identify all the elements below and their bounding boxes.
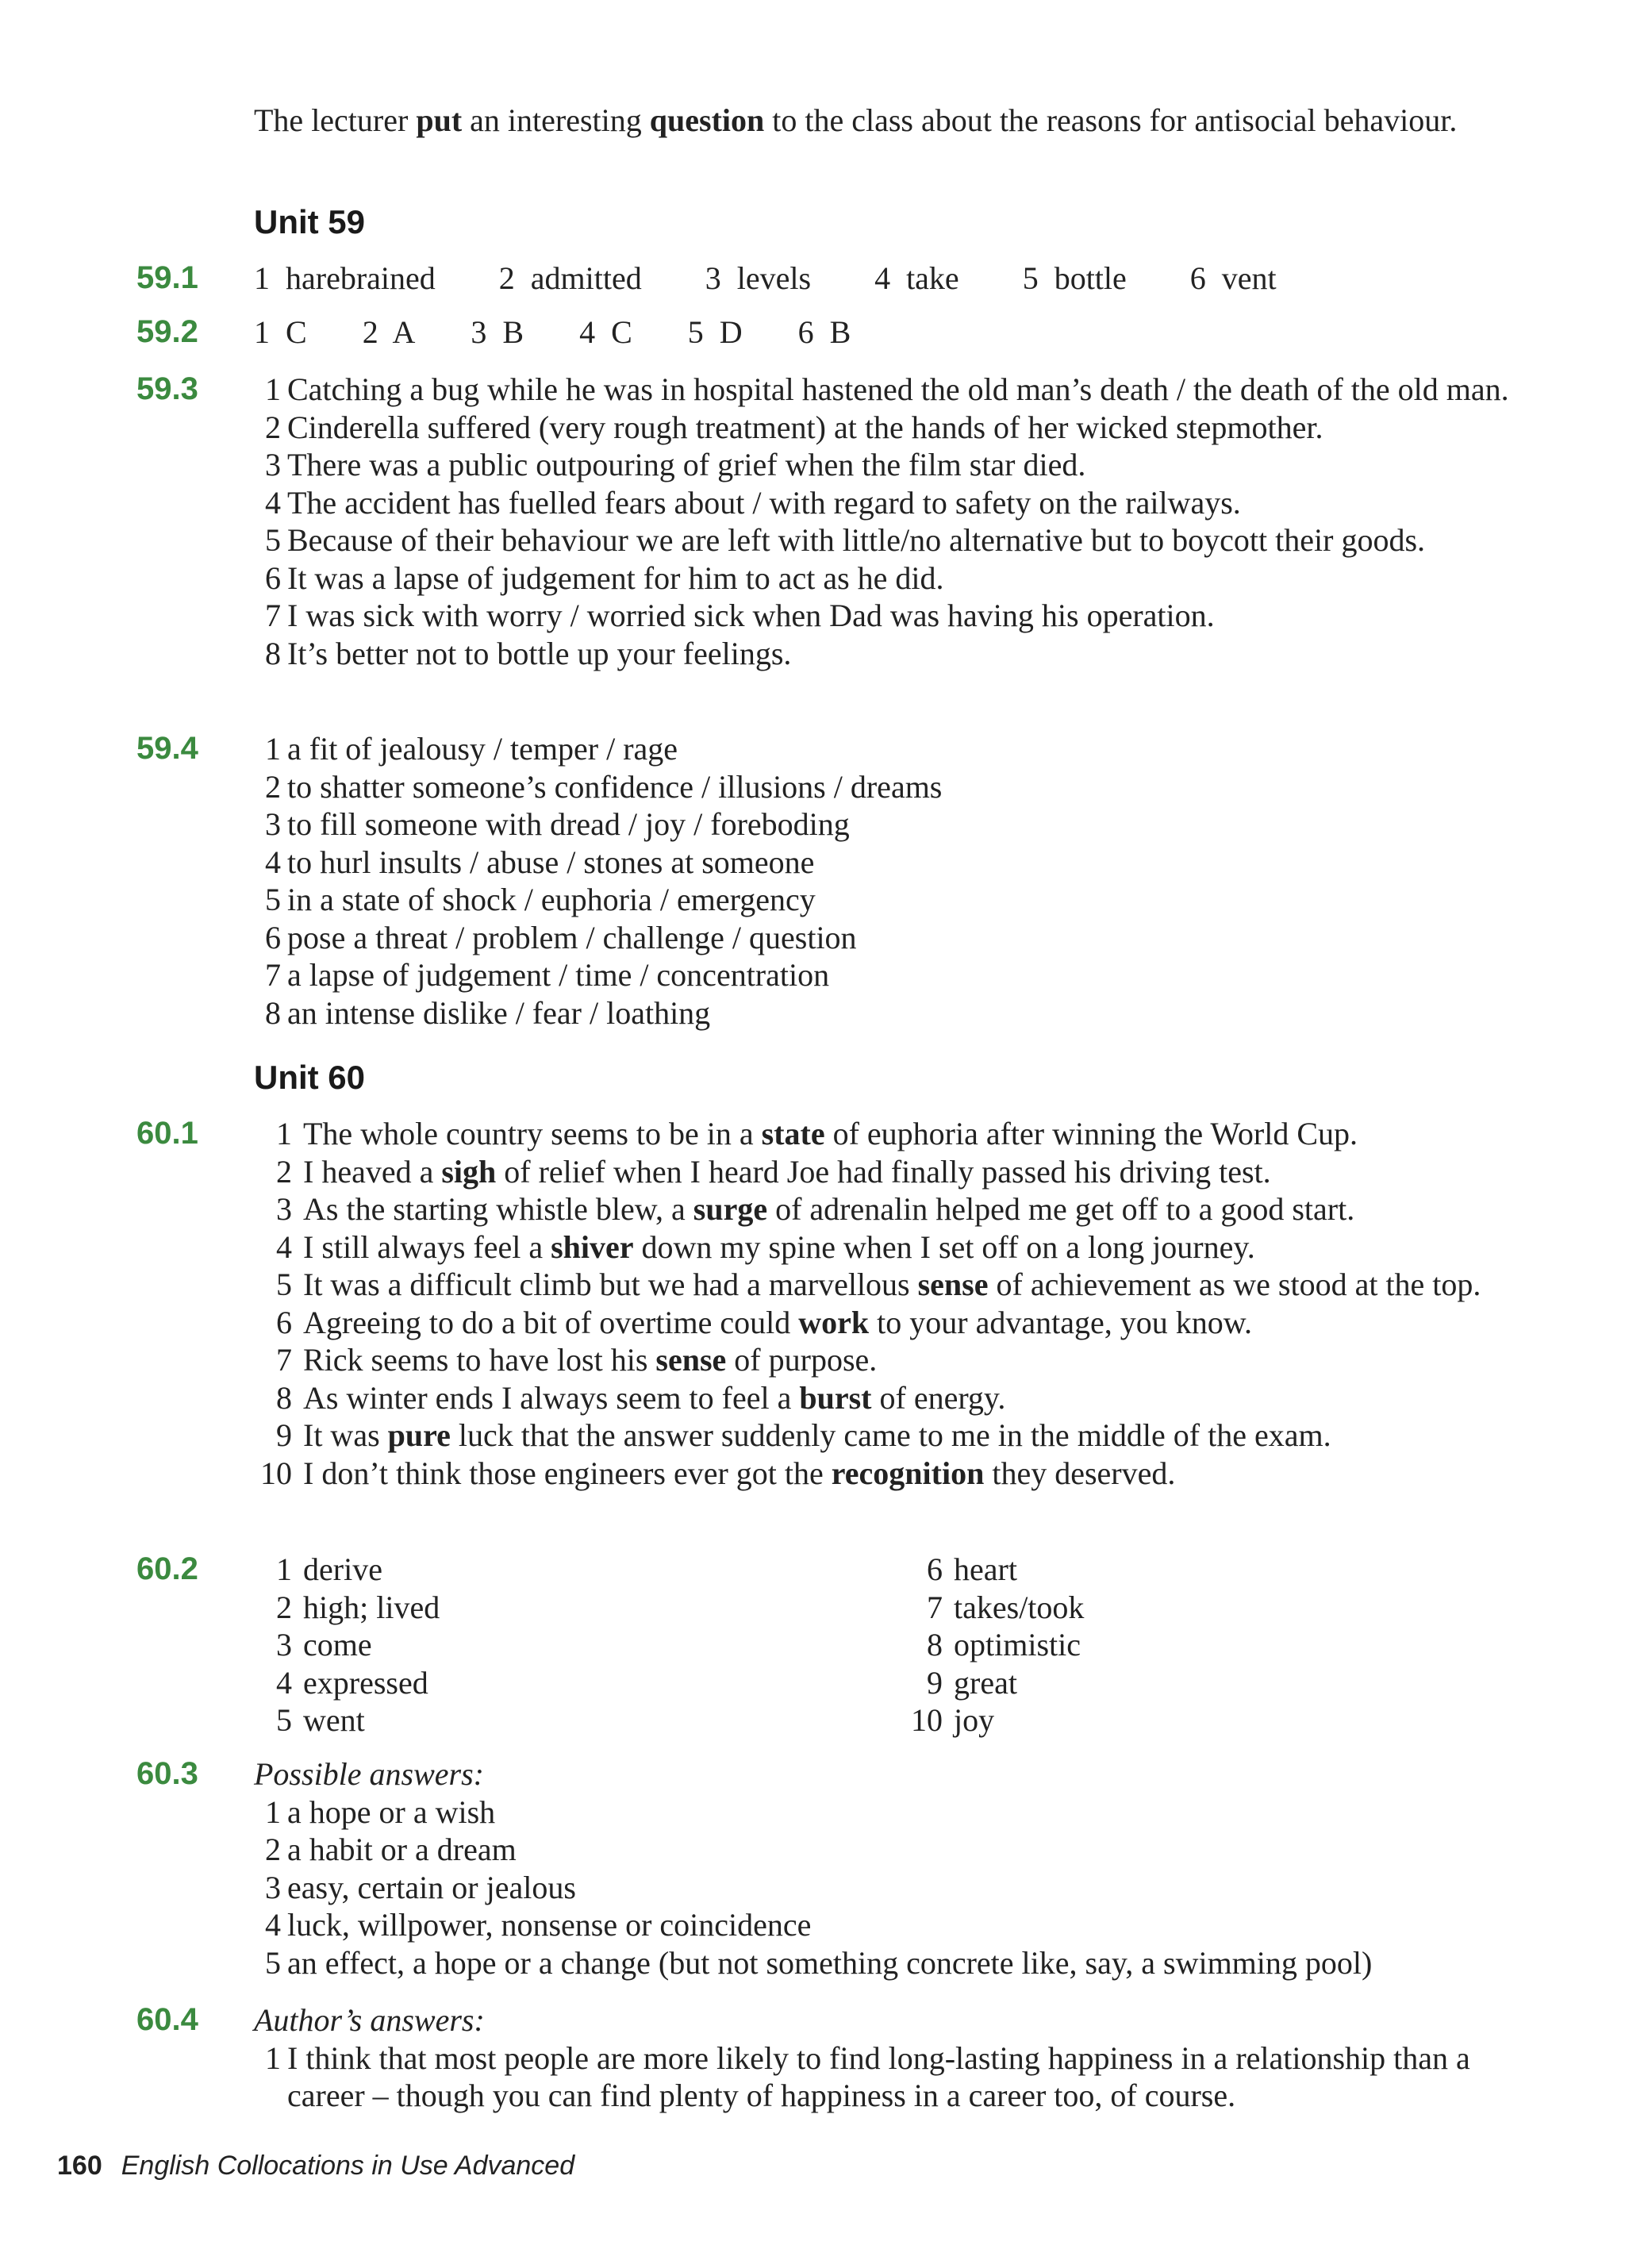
item-number: 5 bbox=[276, 1267, 292, 1302]
item-text: a lapse of judgement / time / concentration bbox=[287, 957, 830, 993]
answer-column-right bbox=[905, 1551, 1555, 1739]
text-before: I still always feel a bbox=[303, 1228, 551, 1265]
list-item bbox=[254, 2039, 1555, 2115]
text-after: of euphoria after winning the World Cup. bbox=[824, 1116, 1358, 1151]
list-item bbox=[254, 1701, 905, 1739]
item-number: 3 bbox=[276, 1191, 292, 1227]
list-item bbox=[905, 1551, 1555, 1589]
list-item bbox=[254, 371, 1555, 409]
list-item bbox=[254, 1115, 1555, 1153]
answer-item: 3 B bbox=[471, 314, 524, 350]
page-number: 160 bbox=[57, 2151, 102, 2181]
list-item bbox=[254, 1341, 1555, 1379]
intro-text-3: to the class about the reasons for antisocial behaviour. bbox=[764, 102, 1458, 138]
answer-columns bbox=[254, 1551, 1555, 1739]
item-number: 3 bbox=[265, 1869, 281, 1905]
item-text: an intense dislike / fear / loathing bbox=[287, 994, 711, 1031]
item-number: 1 bbox=[265, 731, 281, 767]
keyword: pure bbox=[387, 1417, 451, 1453]
text-before: The whole country seems to be in a bbox=[303, 1116, 762, 1151]
item-number: 8 bbox=[927, 1627, 943, 1663]
keyword: shiver bbox=[551, 1228, 634, 1265]
item-number: 10 bbox=[260, 1455, 292, 1491]
answer-item: 5 D bbox=[687, 314, 743, 350]
list-item bbox=[254, 635, 1555, 673]
text-after: they deserved. bbox=[984, 1455, 1176, 1491]
answer-item: 4 take bbox=[874, 260, 959, 296]
item-number: 2 bbox=[265, 768, 281, 805]
list-item bbox=[254, 1228, 1555, 1267]
list-item bbox=[905, 1664, 1555, 1702]
text-before: As winter ends I always seem to feel a bbox=[303, 1379, 800, 1416]
item-number: 9 bbox=[927, 1664, 943, 1701]
answer-list bbox=[254, 2039, 1555, 2115]
text-before: I heaved a bbox=[303, 1153, 442, 1190]
list-item bbox=[254, 1793, 1555, 1832]
text-after: of adrenalin helped me get off to a good start. bbox=[767, 1191, 1355, 1227]
item-text: easy, certain or jealous bbox=[287, 1869, 576, 1905]
item-text: optimistic bbox=[954, 1627, 1081, 1663]
item-text: I was sick with worry / worried sick when Dad was having his operation. bbox=[287, 598, 1215, 633]
item-number: 1 bbox=[265, 2039, 281, 2076]
exercise-number: 60.2 bbox=[136, 1551, 198, 1586]
item-text bbox=[303, 1191, 1354, 1227]
list-item bbox=[254, 1379, 1555, 1417]
item-number: 6 bbox=[265, 919, 281, 955]
list-item bbox=[254, 1304, 1555, 1342]
list-item bbox=[254, 994, 1555, 1032]
answer-item: 5 bottle bbox=[1022, 260, 1127, 296]
answer-item: 4 C bbox=[579, 314, 632, 350]
text-before: It was a difficult climb but we had a marvellous bbox=[303, 1267, 918, 1302]
text-after: down my spine when I set off on a long journey. bbox=[633, 1228, 1255, 1265]
list-item bbox=[254, 1626, 905, 1664]
answer-block bbox=[254, 2001, 1555, 2115]
item-text: great bbox=[954, 1664, 1017, 1701]
item-number: 4 bbox=[265, 484, 281, 521]
list-item bbox=[254, 1831, 1555, 1869]
item-text: expressed bbox=[303, 1664, 428, 1701]
item-number: 2 bbox=[265, 1832, 281, 1867]
exercise-number: 59.2 bbox=[136, 314, 198, 349]
answer-column-left bbox=[254, 1551, 905, 1739]
list-item bbox=[905, 1626, 1555, 1664]
item-number: 10 bbox=[911, 1702, 943, 1738]
answer-list bbox=[254, 730, 1555, 1032]
item-text bbox=[303, 1455, 1175, 1491]
item-number: 7 bbox=[276, 1342, 292, 1378]
intro-sentence bbox=[254, 102, 1508, 139]
list-item bbox=[254, 559, 1555, 598]
item-text: to fill someone with dread / joy / foreboding bbox=[287, 806, 850, 842]
unit-60-heading: Unit 60 bbox=[254, 1059, 366, 1096]
keyword: sense bbox=[655, 1342, 727, 1378]
text-before: I don’t think those engineers ever got the bbox=[303, 1455, 832, 1491]
list-item bbox=[254, 919, 1555, 957]
list-item bbox=[905, 1701, 1555, 1739]
keyword: burst bbox=[799, 1379, 872, 1416]
list-item bbox=[254, 956, 1555, 994]
text-before: Rick seems to have lost his bbox=[303, 1342, 656, 1378]
list-item bbox=[254, 484, 1555, 522]
list-item bbox=[254, 1153, 1555, 1191]
item-text: to shatter someone’s confidence / illusions / dreams bbox=[287, 768, 943, 805]
answer-row bbox=[254, 259, 1555, 298]
item-number: 3 bbox=[265, 806, 281, 842]
answer-list bbox=[254, 1793, 1555, 1982]
list-item bbox=[254, 1266, 1555, 1304]
item-number: 2 bbox=[276, 1589, 292, 1625]
list-item bbox=[254, 768, 1555, 806]
item-text: to hurl insults / abuse / stones at someone bbox=[287, 844, 815, 880]
page-footer bbox=[57, 2151, 574, 2182]
item-text bbox=[303, 1229, 1255, 1265]
item-text: went bbox=[303, 1702, 365, 1738]
list-item bbox=[254, 881, 1555, 919]
item-text: Because of their behaviour we are left with little/no alternative but to boycott their goods. bbox=[287, 522, 1426, 558]
item-number: 8 bbox=[265, 994, 281, 1031]
answer-item: 2 admitted bbox=[498, 260, 642, 296]
item-number: 4 bbox=[265, 844, 281, 880]
item-text: takes/took bbox=[954, 1589, 1085, 1625]
text-after: to your advantage, you know. bbox=[869, 1304, 1253, 1340]
answer-list bbox=[254, 371, 1555, 672]
exercise-number: 59.1 bbox=[136, 260, 198, 295]
list-item bbox=[254, 446, 1555, 484]
item-text: pose a threat / problem / challenge / question bbox=[287, 919, 857, 955]
item-text: joy bbox=[954, 1702, 995, 1738]
intro-text-1: The lecturer bbox=[254, 102, 417, 138]
item-text: Cinderella suffered (very rough treatment) at the hands of her wicked stepmother. bbox=[287, 409, 1323, 445]
item-number: 4 bbox=[265, 1907, 281, 1943]
list-item bbox=[254, 1664, 905, 1702]
item-number: 2 bbox=[276, 1153, 292, 1190]
exercise-number: 60.4 bbox=[136, 2002, 198, 2037]
item-text: a hope or a wish bbox=[287, 1793, 496, 1830]
item-number: 1 bbox=[265, 1793, 281, 1830]
item-number: 5 bbox=[265, 522, 281, 558]
book-title: English Collocations in Use Advanced bbox=[121, 2151, 575, 2181]
text-after: of purpose. bbox=[726, 1342, 878, 1378]
keyword: sigh bbox=[441, 1153, 497, 1190]
answers-label: Possible answers: bbox=[254, 1756, 484, 1792]
list-item bbox=[254, 1944, 1555, 1982]
keyword: sense bbox=[917, 1267, 989, 1302]
text-before: Agreeing to do a bit of overtime could bbox=[303, 1304, 799, 1340]
answer-item: 6 B bbox=[797, 314, 851, 350]
item-text bbox=[303, 1342, 877, 1378]
answer-list bbox=[254, 1115, 1555, 1492]
intro-keyword-put: put bbox=[416, 102, 463, 138]
item-number: 3 bbox=[276, 1627, 292, 1663]
exercise-number: 60.1 bbox=[136, 1116, 198, 1151]
item-text bbox=[303, 1116, 1358, 1151]
text-after: luck that the answer suddenly came to me in the middle of the exam. bbox=[450, 1417, 1331, 1453]
item-text: The accident has fuelled fears about / with regard to safety on the railways. bbox=[287, 484, 1241, 521]
item-number: 3 bbox=[265, 447, 281, 482]
answer-item: 2 A bbox=[362, 314, 416, 350]
item-text bbox=[303, 1417, 1331, 1453]
intro-keyword-question: question bbox=[649, 102, 765, 138]
answer-item: 1 harebrained bbox=[254, 260, 436, 296]
list-item bbox=[254, 1551, 905, 1589]
keyword: state bbox=[761, 1116, 825, 1151]
text-after: of energy. bbox=[871, 1379, 1006, 1416]
list-item bbox=[254, 1869, 1555, 1907]
item-number: 7 bbox=[265, 598, 281, 633]
list-item bbox=[905, 1589, 1555, 1627]
item-number: 7 bbox=[265, 957, 281, 993]
answer-row bbox=[254, 313, 1555, 352]
item-number: 4 bbox=[276, 1664, 292, 1701]
item-number: 7 bbox=[927, 1589, 943, 1625]
item-number: 9 bbox=[276, 1417, 292, 1453]
item-number: 5 bbox=[265, 882, 281, 917]
item-number: 1 bbox=[276, 1551, 292, 1587]
item-text: a habit or a dream bbox=[287, 1832, 517, 1867]
item-number: 5 bbox=[265, 1944, 281, 1981]
text-after: of relief when I heard Joe had finally passed his driving test. bbox=[496, 1153, 1271, 1190]
item-text: a fit of jealousy / temper / rage bbox=[287, 731, 678, 767]
item-number: 6 bbox=[276, 1304, 292, 1340]
item-text: Catching a bug while he was in hospital hastened the old man’s death / the death of the old man. bbox=[287, 371, 1509, 407]
item-text: luck, willpower, nonsense or coincidence bbox=[287, 1907, 812, 1943]
item-text: come bbox=[303, 1627, 372, 1663]
answer-item: 1 C bbox=[254, 314, 307, 350]
text-before: As the starting whistle blew, a bbox=[303, 1191, 693, 1227]
item-number: 8 bbox=[276, 1379, 292, 1416]
item-number: 6 bbox=[927, 1551, 943, 1587]
item-number: 4 bbox=[276, 1228, 292, 1265]
keyword: surge bbox=[693, 1191, 768, 1227]
item-text bbox=[303, 1267, 1481, 1302]
intro-text-2: an interesting bbox=[462, 102, 650, 138]
keyword: recognition bbox=[831, 1455, 985, 1491]
exercise-number: 59.3 bbox=[136, 371, 198, 406]
list-item bbox=[254, 597, 1555, 635]
item-number: 8 bbox=[265, 635, 281, 671]
item-number: 5 bbox=[276, 1702, 292, 1738]
answer-block bbox=[254, 1755, 1555, 1982]
item-text bbox=[303, 1380, 1005, 1416]
unit-59-heading: Unit 59 bbox=[254, 203, 366, 240]
item-number: 6 bbox=[265, 559, 281, 596]
list-item bbox=[254, 844, 1555, 882]
list-item bbox=[254, 1455, 1555, 1493]
text-after: of achievement as we stood at the top. bbox=[988, 1267, 1481, 1302]
answer-item: 3 levels bbox=[705, 260, 812, 296]
item-text: It was a lapse of judgement for him to act as he did. bbox=[287, 559, 944, 596]
list-item bbox=[254, 1589, 905, 1627]
list-item bbox=[254, 730, 1555, 768]
item-text: heart bbox=[954, 1551, 1017, 1587]
exercise-number: 60.3 bbox=[136, 1756, 198, 1791]
item-number: 1 bbox=[265, 371, 281, 407]
text-before: It was bbox=[303, 1417, 388, 1453]
exercise-number: 59.4 bbox=[136, 731, 198, 766]
item-text bbox=[303, 1305, 1252, 1340]
item-text: I think that most people are more likely to find long-lasting happiness in a relationship than a career – though you can find plenty of happiness in a career too, of course. bbox=[287, 2039, 1470, 2113]
item-number: 2 bbox=[265, 409, 281, 445]
keyword: work bbox=[798, 1304, 870, 1340]
item-number: 1 bbox=[276, 1116, 292, 1151]
list-item bbox=[254, 521, 1555, 559]
item-text: an effect, a hope or a change (but not something concrete like, say, a swimming pool) bbox=[287, 1944, 1373, 1981]
list-item bbox=[254, 1906, 1555, 1944]
item-text: in a state of shock / euphoria / emergency bbox=[287, 882, 816, 917]
item-text bbox=[303, 1154, 1271, 1190]
item-text: high; lived bbox=[303, 1589, 440, 1625]
list-item bbox=[254, 805, 1555, 844]
item-text: derive bbox=[303, 1551, 382, 1587]
item-text: It’s better not to bottle up your feelings. bbox=[287, 635, 792, 671]
list-item bbox=[254, 1417, 1555, 1455]
answer-item: 6 vent bbox=[1189, 260, 1277, 296]
list-item bbox=[254, 409, 1555, 447]
list-item bbox=[254, 1190, 1555, 1228]
item-text: There was a public outpouring of grief when the film star died. bbox=[287, 447, 1086, 482]
answers-label: Author’s answers: bbox=[254, 2002, 485, 2038]
